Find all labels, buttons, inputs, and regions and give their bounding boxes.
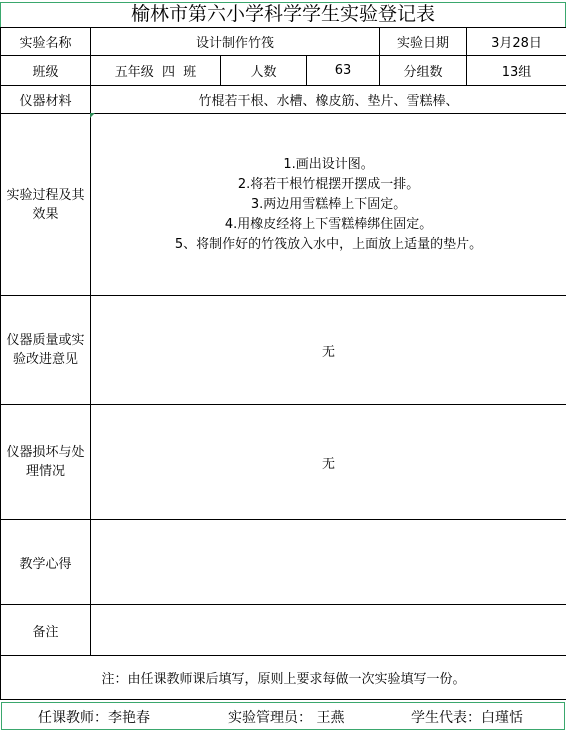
note-text: 注：由任课教师课后填写，原则上要求每做一次实验填写一份。	[1, 656, 566, 700]
experiment-name-value: 设计制作竹筏	[91, 28, 380, 56]
experiment-name-label: 实验名称	[1, 28, 91, 56]
group-count-label: 分组数	[380, 56, 467, 86]
table-row	[1, 405, 566, 520]
process-label: 实验过程及其效果	[1, 114, 91, 296]
process-step: 2.将若干根竹棍摆开摆成一排。	[237, 176, 420, 192]
damage-label: 仪器损坏与处理情况	[1, 405, 91, 520]
table-row	[1, 605, 566, 656]
class-label: 班级	[1, 56, 91, 86]
page-title: 榆林市第六小学科学学生实验登记表	[130, 3, 435, 25]
people-count-value: 63	[307, 56, 380, 86]
remarks-value	[91, 605, 566, 656]
cell-marker-icon	[90, 113, 95, 118]
experiment-record-table	[0, 27, 566, 700]
signature-footer	[1, 702, 565, 730]
manager-signature: 实验管理员： 王燕	[228, 710, 345, 726]
materials-label: 仪器材料	[1, 86, 91, 114]
table-row	[1, 86, 566, 114]
table-row	[1, 520, 566, 605]
group-count-value: 13组	[467, 56, 566, 86]
experiment-date-label: 实验日期	[380, 28, 467, 56]
class-value: 五年级 四 班	[91, 56, 221, 86]
quality-label: 仪器质量或实验改进意见	[1, 296, 91, 405]
table-row	[1, 56, 566, 86]
table-row	[1, 656, 566, 700]
people-count-label: 人数	[221, 56, 307, 86]
process-step: 3.两边用雪糕棒上下固定。	[250, 196, 407, 212]
remarks-label: 备注	[1, 605, 91, 656]
process-value	[91, 114, 566, 296]
process-step: 4.用橡皮经将上下雪糕棒绑住固定。	[224, 216, 433, 232]
teacher-signature: 任课教师：李艳春	[38, 710, 150, 726]
table-row	[1, 114, 566, 296]
teaching-value	[91, 520, 566, 605]
process-step: 1.画出设计图。	[283, 156, 374, 172]
experiment-date-value: 3月28日	[467, 28, 566, 56]
student-rep-signature: 学生代表：白瑾恬	[411, 710, 523, 726]
quality-value: 无	[91, 296, 566, 405]
teaching-label: 教学心得	[1, 520, 91, 605]
table-row	[1, 28, 566, 56]
table-row	[1, 296, 566, 405]
process-step: 5、将制作好的竹筏放入水中，上面放上适量的垫片。	[174, 236, 483, 252]
damage-value: 无	[91, 405, 566, 520]
materials-value: 竹棍若干根、水槽、橡皮筋、垫片、雪糕棒、	[91, 86, 566, 114]
